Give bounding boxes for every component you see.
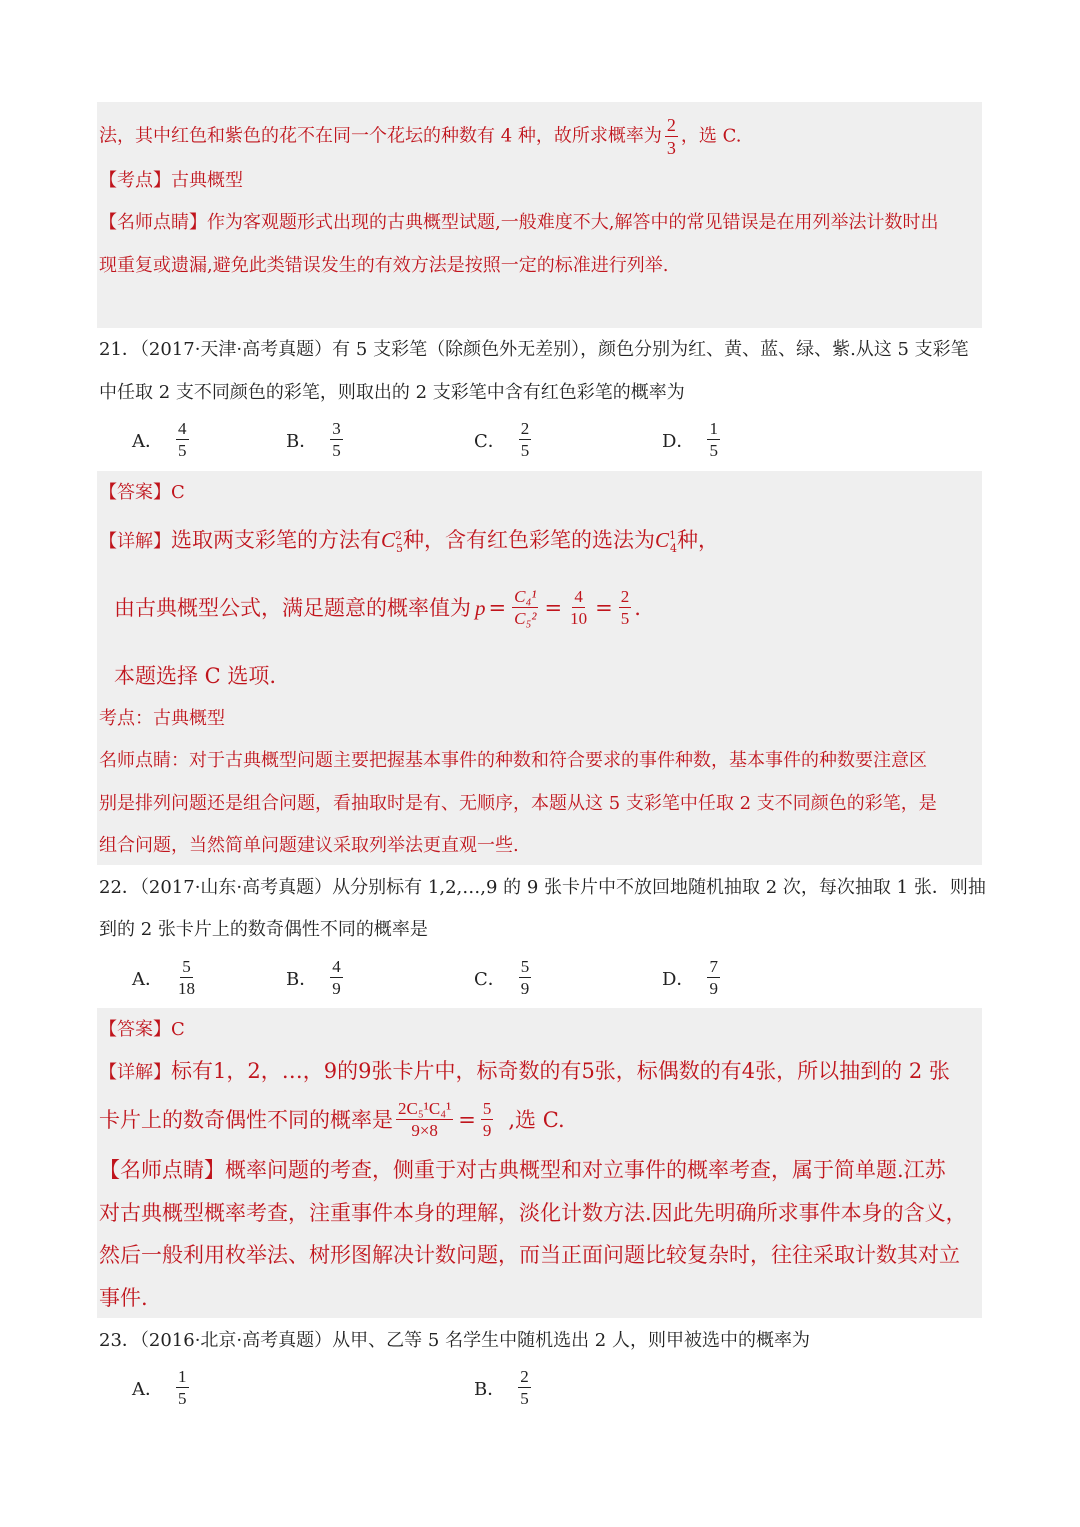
q21-option-c: C． $\frac{2}{5}$ (474, 419, 530, 460)
q21-stem-line1: 21．（2017·天津·高考真题）有 5 支彩笔（除颜色外无差别），颜色分别为红、黄、蓝、绿、紫.从这 5 支彩笔 (99, 339, 969, 360)
q21-stem-line2: 中任取 2 支不同颜色的彩笔，则取出的 2 支彩笔中含有红色彩笔的概率为 (99, 382, 685, 403)
kaodian-20: 【考点】古典概型 (99, 170, 243, 191)
q21-option-d: D． $\frac{1}{5}$ (662, 419, 718, 460)
fraction: $\frac{4}{10}$ (570, 587, 588, 628)
q22-detail-line2: 卡片上的数奇偶性不同的概率是 $\frac{\text{2C₅¹C₄¹}}{9\times 8}$ = $\frac{5}{9}$ ,选 C. (99, 1099, 565, 1140)
q23-stem-line1: 23．（2016·北京·高考真题）从甲、乙等 5 名学生中随机选出 2 人，则甲被选中的概率为 (99, 1330, 810, 1351)
q22-option-d: D． $\frac{7}{9}$ (662, 957, 718, 998)
q22-mingshi-line1: 【名师点睛】概率问题的考查，侧重于对古典概型和对立事件的概率考查，属于简单题.江苏 (99, 1158, 946, 1182)
q22-option-b: B． $\frac{4}{9}$ (286, 957, 341, 998)
fraction: $\frac{5}{9}$ (482, 1099, 492, 1140)
fraction: $\frac{\text{2C₅¹C₄¹}}{9\times 8}$ (398, 1099, 452, 1140)
mingshi-20-line1: 【名师点睛】作为客观题形式出现的古典概型试题,一般难度不大,解答中的常见错误是在用列举法计数时出 (99, 212, 939, 233)
q21-kaodian: 考点：古典概型 (99, 708, 225, 729)
q21-formula: 由古典概型公式，满足题意的概率值为 p = $\frac{\text{C₄¹}}{\text{C₅²}}$ = $\frac{4}{10}$ = $\frac{2}{5}$ . (114, 587, 641, 628)
q22-mingshi-line4: 事件. (99, 1286, 148, 1310)
q22-answer: 【答案】C (99, 1019, 185, 1040)
q22-option-a: A． $\frac{5}{18}$ (132, 957, 195, 998)
q21-option-a: A． $\frac{4}{5}$ (132, 419, 187, 460)
q22-detail-line1: 【详解】标有1，2，…，9的9张卡片中，标奇数的有5张，标偶数的有4张，所以抽到的 2 张 (99, 1059, 950, 1083)
fraction: $\frac{2}{5}$ (620, 587, 630, 628)
solution-20-line1: 法，其中红色和紫色的花不在同一个花坛的种数有 4 种，故所求概率为 $\frac{2}{3}$ ，选 C. (99, 115, 742, 158)
q22-stem-line2: 到的 2 张卡片上的数奇偶性不同的概率是 (99, 919, 428, 940)
q22-option-c: C． $\frac{5}{9}$ (474, 957, 530, 998)
q23-option-a: A． $\frac{1}{5}$ (132, 1367, 187, 1408)
q21-detail: 【详解】选取两支彩笔的方法有$C^2_5$种，含有红色彩笔的选法为$C^1_4$种， (99, 528, 720, 556)
mingshi-20-line2: 现重复或遗漏,避免此类错误发生的有效方法是按照一定的标准进行列举. (99, 255, 669, 276)
q21-mingshi-line1: 名师点睛：对于古典概型问题主要把握基本事件的种数和符合要求的事件种数，基本事件的种数要注意区 (99, 750, 927, 771)
q21-mingshi-line2: 别是排列问题还是组合问题，看抽取时是有、无顺序，本题从这 5 支彩笔中任取 2 支不同颜色的彩笔，是 (99, 793, 937, 814)
q22-stem-line1: 22．（2017·山东·高考真题）从分别标有 1,2,…,9 的 9 张卡片中不放回地随机抽取 2 次，每次抽取 1 张．则抽 (99, 877, 986, 898)
fraction: $\frac{\text{C₄¹}}{\text{C₅²}}$ (514, 587, 537, 628)
q23-option-b: B． $\frac{2}{5}$ (474, 1367, 529, 1408)
fraction: $\frac{2}{3}$ (666, 115, 676, 158)
q21-mingshi-line3: 组合问题，当然简单问题建议采取列举法更直观一些. (99, 835, 519, 856)
q22-mingshi-line3: 然后一般利用枚举法、树形图解决计数问题，而当正面问题比较复杂时，往往采取计数其对立 (99, 1243, 960, 1267)
q21-answer: 【答案】C (99, 482, 185, 503)
q21-choose: 本题选择 C 选项. (114, 664, 277, 688)
q22-mingshi-line2: 对古典概型概率考查，注重事件本身的理解，淡化计数方法.因此先明确所求事件本身的含义， (99, 1201, 967, 1225)
q21-option-b: B． $\frac{3}{5}$ (286, 419, 341, 460)
